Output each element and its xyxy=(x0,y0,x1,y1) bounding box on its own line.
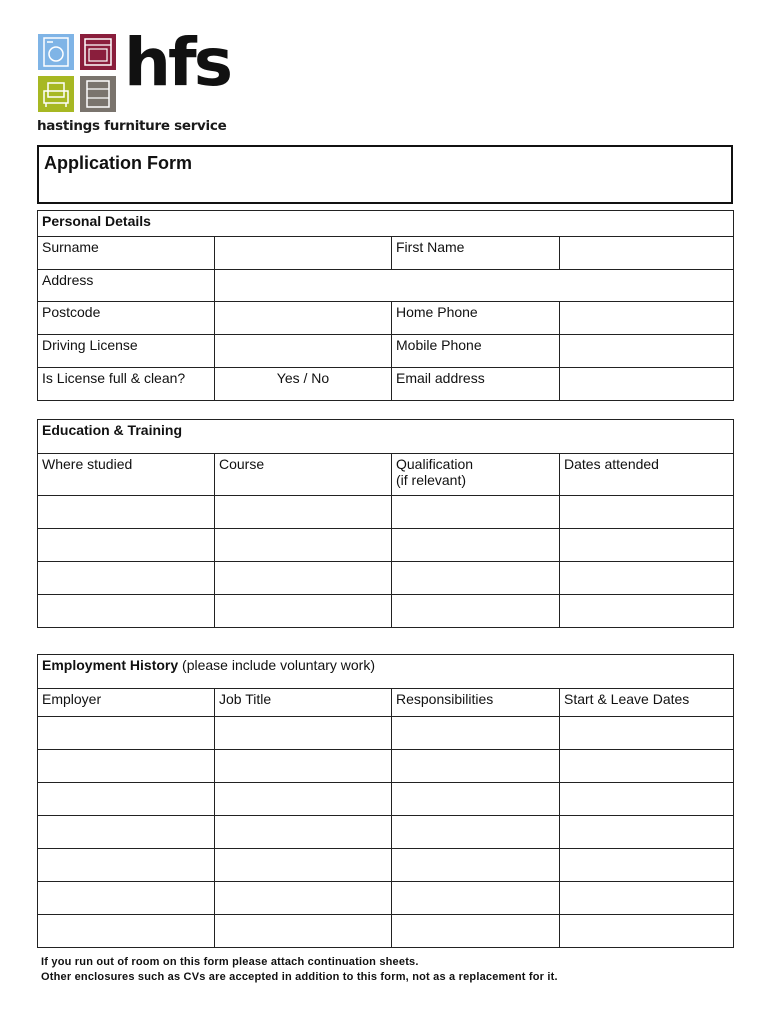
table-cell[interactable] xyxy=(215,816,392,849)
email-field[interactable] xyxy=(560,368,734,401)
employment-table xyxy=(37,654,734,948)
mobile-phone-field[interactable] xyxy=(560,335,734,368)
section-heading: Education & Training xyxy=(38,420,734,454)
column-header: Responsibilities xyxy=(392,689,560,717)
table-cell[interactable] xyxy=(215,496,392,529)
qualification-note: (if relevant) xyxy=(396,472,467,488)
table-cell[interactable] xyxy=(560,595,734,628)
column-header: Course xyxy=(215,454,392,496)
logo-wordmark: hfs xyxy=(124,24,230,101)
footer-notes xyxy=(41,955,558,984)
address-label: Address xyxy=(38,270,215,302)
yes-no-option[interactable]: Yes / No xyxy=(215,368,392,401)
table-cell[interactable] xyxy=(38,882,215,915)
table-cell[interactable] xyxy=(392,915,560,948)
table-cell[interactable] xyxy=(38,562,215,595)
table-cell[interactable] xyxy=(392,595,560,628)
table-cell[interactable] xyxy=(560,529,734,562)
table-cell[interactable] xyxy=(392,529,560,562)
table-cell[interactable] xyxy=(215,562,392,595)
employment-heading: Employment History xyxy=(42,657,179,673)
home-phone-label: Home Phone xyxy=(392,302,560,335)
qualification-label: Qualification xyxy=(396,456,474,472)
table-cell[interactable] xyxy=(38,717,215,750)
license-clean-label: Is License full & clean? xyxy=(38,368,215,401)
table-cell[interactable] xyxy=(215,849,392,882)
column-header: Dates attended xyxy=(560,454,734,496)
driving-license-label: Driving License xyxy=(38,335,215,368)
table-cell[interactable] xyxy=(560,915,734,948)
table-cell[interactable] xyxy=(215,750,392,783)
footer-line: If you run out of room on this form please attach continuation sheets. xyxy=(41,956,419,968)
section-heading xyxy=(38,655,734,689)
table-cell[interactable] xyxy=(392,849,560,882)
table-cell[interactable] xyxy=(38,529,215,562)
driving-license-field[interactable] xyxy=(215,335,392,368)
table-cell[interactable] xyxy=(215,783,392,816)
employment-heading-note: (please include voluntary work) xyxy=(182,657,376,673)
armchair-icon xyxy=(38,76,74,112)
table-cell[interactable] xyxy=(38,750,215,783)
washing-machine-icon xyxy=(38,34,74,70)
table-cell[interactable] xyxy=(560,816,734,849)
home-phone-field[interactable] xyxy=(560,302,734,335)
table-cell[interactable] xyxy=(38,595,215,628)
table-cell[interactable] xyxy=(560,783,734,816)
table-cell[interactable] xyxy=(560,849,734,882)
table-cell[interactable] xyxy=(215,595,392,628)
oven-icon xyxy=(80,34,116,70)
table-cell[interactable] xyxy=(215,717,392,750)
personal-details-table xyxy=(37,210,734,401)
surname-field[interactable] xyxy=(215,237,392,270)
table-cell[interactable] xyxy=(560,750,734,783)
hfs-logo xyxy=(36,24,246,134)
education-table xyxy=(37,419,734,628)
table-cell[interactable] xyxy=(215,882,392,915)
footer-line: Other enclosures such as CVs are accepted in addition to this form, not as a replacement for it. xyxy=(41,970,558,983)
table-cell[interactable] xyxy=(560,496,734,529)
postcode-label: Postcode xyxy=(38,302,215,335)
page-title: Application Form xyxy=(44,153,192,173)
table-cell[interactable] xyxy=(560,562,734,595)
table-cell[interactable] xyxy=(38,816,215,849)
surname-label: Surname xyxy=(38,237,215,270)
table-cell[interactable] xyxy=(392,783,560,816)
address-field[interactable] xyxy=(215,270,734,302)
first-name-field[interactable] xyxy=(560,237,734,270)
table-cell[interactable] xyxy=(392,717,560,750)
column-header: Where studied xyxy=(38,454,215,496)
mobile-phone-label: Mobile Phone xyxy=(392,335,560,368)
column-header xyxy=(392,454,560,496)
column-header: Employer xyxy=(38,689,215,717)
first-name-label: First Name xyxy=(392,237,560,270)
form-title-box xyxy=(37,145,733,204)
section-heading: Personal Details xyxy=(38,211,734,237)
email-label: Email address xyxy=(392,368,560,401)
table-cell[interactable] xyxy=(38,849,215,882)
table-cell[interactable] xyxy=(560,717,734,750)
column-header: Start & Leave Dates xyxy=(560,689,734,717)
table-cell[interactable] xyxy=(392,750,560,783)
table-cell[interactable] xyxy=(392,816,560,849)
postcode-field[interactable] xyxy=(215,302,392,335)
table-cell[interactable] xyxy=(392,496,560,529)
table-cell[interactable] xyxy=(38,915,215,948)
column-header: Job Title xyxy=(215,689,392,717)
chest-of-drawers-icon xyxy=(80,76,116,112)
table-cell[interactable] xyxy=(560,882,734,915)
table-cell[interactable] xyxy=(215,915,392,948)
table-cell[interactable] xyxy=(38,496,215,529)
table-cell[interactable] xyxy=(392,562,560,595)
table-cell[interactable] xyxy=(392,882,560,915)
table-cell[interactable] xyxy=(38,783,215,816)
table-cell[interactable] xyxy=(215,529,392,562)
logo-tagline: hastings furniture service xyxy=(37,118,227,134)
